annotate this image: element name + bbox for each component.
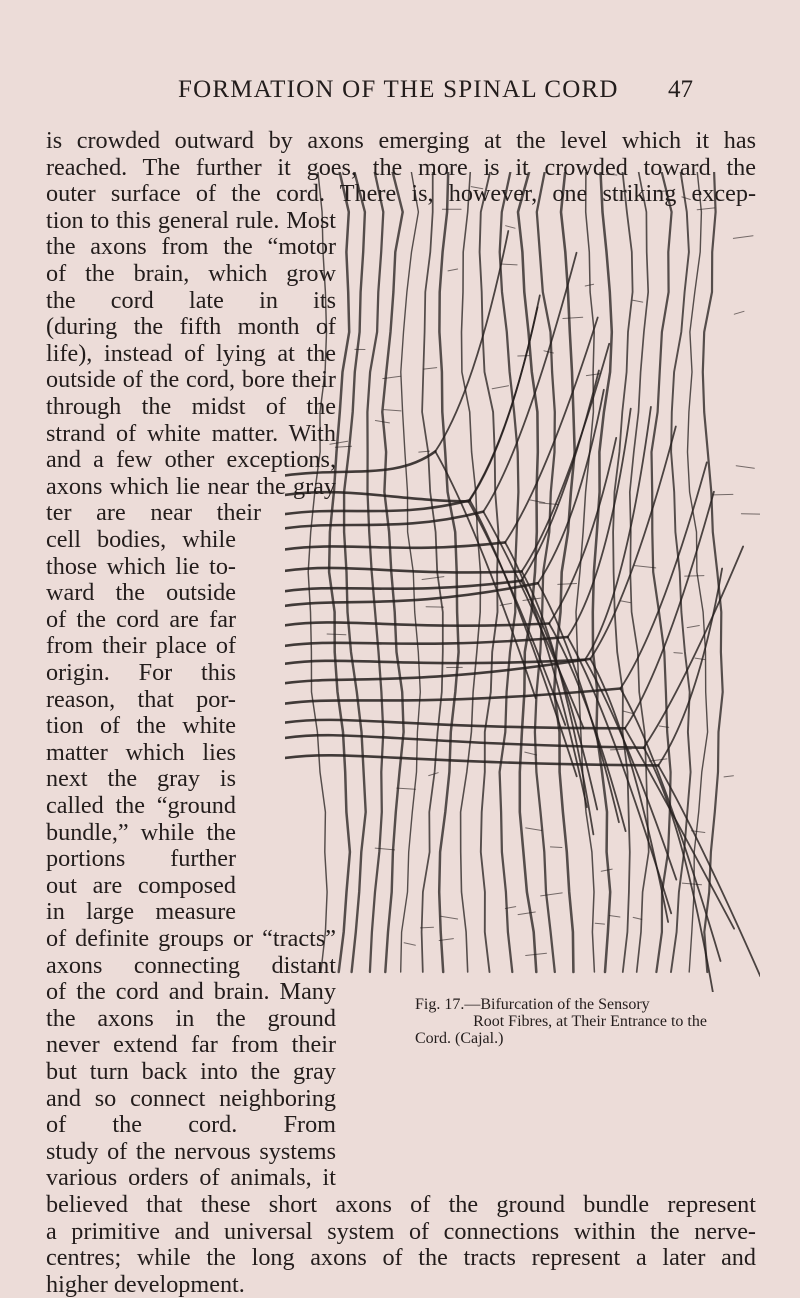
figure-caption <box>415 996 765 1047</box>
fibre-stroke <box>421 927 434 928</box>
fibre-stroke <box>422 577 444 580</box>
fibre-stroke <box>674 653 682 654</box>
fibre-stroke <box>367 172 383 972</box>
body-line: bundle,” while the <box>46 820 236 846</box>
fibre-stroke <box>435 231 508 451</box>
fibre-stroke <box>585 407 651 660</box>
body-line: strand of white matter. With <box>46 421 336 447</box>
fibre-stroke <box>609 916 620 918</box>
fibre-stroke <box>703 172 723 972</box>
fibre-stroke <box>327 634 346 635</box>
fibre-stroke <box>741 514 760 515</box>
fibre-stroke <box>285 492 468 501</box>
fibre-stroke <box>697 208 714 210</box>
body-line: but turn back into the gray <box>46 1059 336 1085</box>
fibre-stroke <box>285 568 522 573</box>
body-line: is crowded outward by axons emerging at the level which it has <box>46 128 756 154</box>
fibre-stroke <box>724 776 733 777</box>
body-line: next the gray is <box>46 766 236 792</box>
fibre-stroke <box>483 253 576 512</box>
fibre-stroke <box>441 916 458 919</box>
body-line: called the “ground <box>46 793 236 819</box>
body-line: those which lie to- <box>46 554 236 580</box>
body-line: (during the fifth month of <box>46 314 336 340</box>
fiber-drawing <box>285 172 760 992</box>
body-line: of definite groups or “tracts” <box>46 926 336 952</box>
body-line: higher development. <box>46 1272 245 1298</box>
body-line: never extend far from their <box>46 1032 336 1058</box>
fibre-stroke <box>685 576 704 577</box>
fibre-stroke <box>658 190 673 191</box>
body-line: of the cord and brain. Many <box>46 979 336 1005</box>
fibre-stroke <box>652 172 672 972</box>
fibre-stroke <box>492 386 508 389</box>
fibre-stroke <box>633 917 642 919</box>
body-line: matter which lies <box>46 740 236 766</box>
fibre-stroke <box>734 311 744 314</box>
body-line: outside of the cord, bore their <box>46 367 336 393</box>
fibre-stroke <box>501 264 517 265</box>
fibre-stroke <box>285 583 538 606</box>
body-line: origin. For this <box>46 660 236 686</box>
body-line: various orders of animals, it <box>46 1165 336 1191</box>
fibre-stroke <box>695 658 705 660</box>
body-line: study of the nervous systems <box>46 1139 336 1165</box>
body-line: axons which lie near the gray <box>46 474 336 500</box>
body-line: centres; while the long axons of the tracts represent a later and <box>46 1245 756 1271</box>
fibre-stroke <box>285 581 521 592</box>
body-line: in large measure <box>46 899 236 925</box>
caption-line: Root Fibres, at Their Entrance to the <box>415 1013 765 1030</box>
fibre-stroke <box>448 269 458 271</box>
body-line: outer surface of the cord. There is, however, one striking excep- <box>46 181 756 207</box>
body-line: through the midst of the <box>46 394 336 420</box>
fibre-stroke <box>621 601 630 603</box>
fibre-stroke <box>526 828 542 831</box>
fibre-stroke <box>682 197 690 200</box>
fibre-stroke <box>606 174 617 175</box>
fibre-stroke <box>471 187 483 189</box>
running-head: FORMATION OF THE SPINAL CORD <box>178 76 619 104</box>
fibre-stroke <box>625 492 714 729</box>
caption-line: Cord. (Cajal.) <box>415 1030 765 1047</box>
body-line: of the cord are far <box>46 607 236 633</box>
fibre-stroke <box>595 923 604 924</box>
body-line: and so connect neighboring <box>46 1086 336 1112</box>
fibre-stroke <box>285 720 625 728</box>
body-line: life), instead of lying at the <box>46 341 336 367</box>
body-line: axons connecting distant <box>46 953 336 979</box>
fibre-stroke <box>285 735 644 747</box>
fibre-stroke <box>397 788 416 789</box>
fibre-stroke <box>563 317 583 318</box>
figure-bifurcation-illustration <box>285 172 760 992</box>
fibre-stroke <box>285 542 505 550</box>
fibre-stroke <box>593 172 612 972</box>
fibre-stroke <box>468 307 537 501</box>
fibre-stroke <box>541 893 563 896</box>
body-line: from their place of <box>46 633 236 659</box>
body-line: the axons in the ground <box>46 1006 336 1032</box>
fibre-stroke <box>285 451 435 476</box>
fibre-stroke <box>506 226 515 229</box>
fibre-stroke <box>576 172 594 972</box>
page-header <box>0 76 800 110</box>
fibre-stroke <box>330 441 348 444</box>
fibre-stroke <box>424 368 437 370</box>
fibre-stroke <box>518 912 535 915</box>
fibre-stroke <box>585 660 676 880</box>
body-line: reason, that por- <box>46 687 236 713</box>
body-line: of the cord. From <box>46 1112 336 1138</box>
body-line: a primitive and universal system of connections within the nerve- <box>46 1219 756 1245</box>
body-line: the axons from the “motor <box>46 234 336 260</box>
fibre-stroke <box>649 759 667 761</box>
body-line: of the brain, which grow <box>46 261 336 287</box>
fibre-stroke <box>601 869 612 871</box>
body-line: tion of the white <box>46 713 236 739</box>
body-line: ter are near their <box>46 500 261 526</box>
fibre-stroke <box>644 547 743 748</box>
fibre-stroke <box>404 943 415 945</box>
fibre-stroke <box>671 172 691 972</box>
fibre-stroke <box>713 494 733 495</box>
body-line: reached. The further it goes, the more is it crowded toward the <box>46 155 756 181</box>
fibre-stroke <box>736 466 754 469</box>
fibre-stroke <box>375 848 394 850</box>
body-line: believed that these short axons of the ground bundle represent <box>46 1192 756 1218</box>
body-line: cell bodies, while <box>46 527 236 553</box>
body-line: portions further <box>46 846 236 872</box>
fibre-stroke <box>633 300 643 302</box>
body-line: ward the outside <box>46 580 236 606</box>
fibre-stroke <box>687 626 699 628</box>
fibre-stroke <box>384 410 401 411</box>
body-line: out are composed <box>46 873 236 899</box>
fibre-stroke <box>733 236 753 239</box>
fibre-stroke <box>623 711 632 713</box>
body-line: the cord late in its <box>46 288 336 314</box>
fibre-stroke <box>308 172 327 972</box>
fibre-stroke <box>554 172 575 972</box>
caption-line: Fig. 17.—Bifurcation of the Sensory <box>415 996 765 1013</box>
page-number: 47 <box>668 76 693 104</box>
body-line: tion to this general rule. Most <box>46 208 336 234</box>
fibre-stroke <box>550 847 562 848</box>
body-line: and a few other exceptions, <box>46 447 336 473</box>
